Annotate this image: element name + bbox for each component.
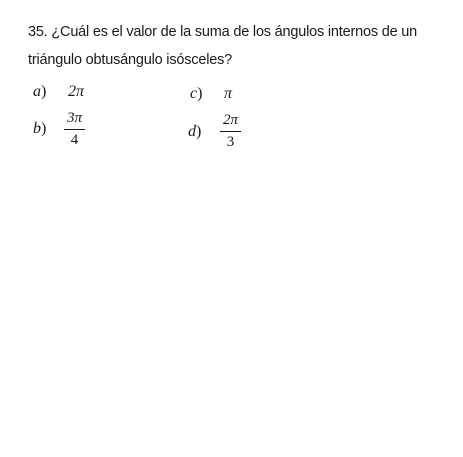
option-d-fraction (220, 112, 241, 151)
option-a-value: 2π (68, 83, 85, 100)
option-c-letter-text: c (190, 85, 198, 102)
option-d-denominator: 3 (226, 134, 235, 150)
option-c-value: π (224, 85, 233, 102)
option-b-numerator: 3π (67, 110, 83, 126)
option-a-letter-text: a (33, 83, 41, 100)
option-b-letter-text: b (33, 120, 41, 137)
option-b-letter: b) (33, 120, 47, 137)
option-b-fraction (64, 110, 85, 149)
option-d-letter-text: d (188, 123, 196, 140)
question-text: 35. ¿Cuál es el valor de la suma de los ángulos internos de un triángulo obtusángulo isósceles? (28, 24, 418, 68)
option-d-letter: d) (188, 123, 202, 140)
option-a-letter: a) (33, 83, 47, 100)
option-b-denominator: 4 (70, 132, 79, 148)
option-c-letter: c) (190, 85, 203, 102)
option-d-numerator: 2π (223, 112, 239, 128)
